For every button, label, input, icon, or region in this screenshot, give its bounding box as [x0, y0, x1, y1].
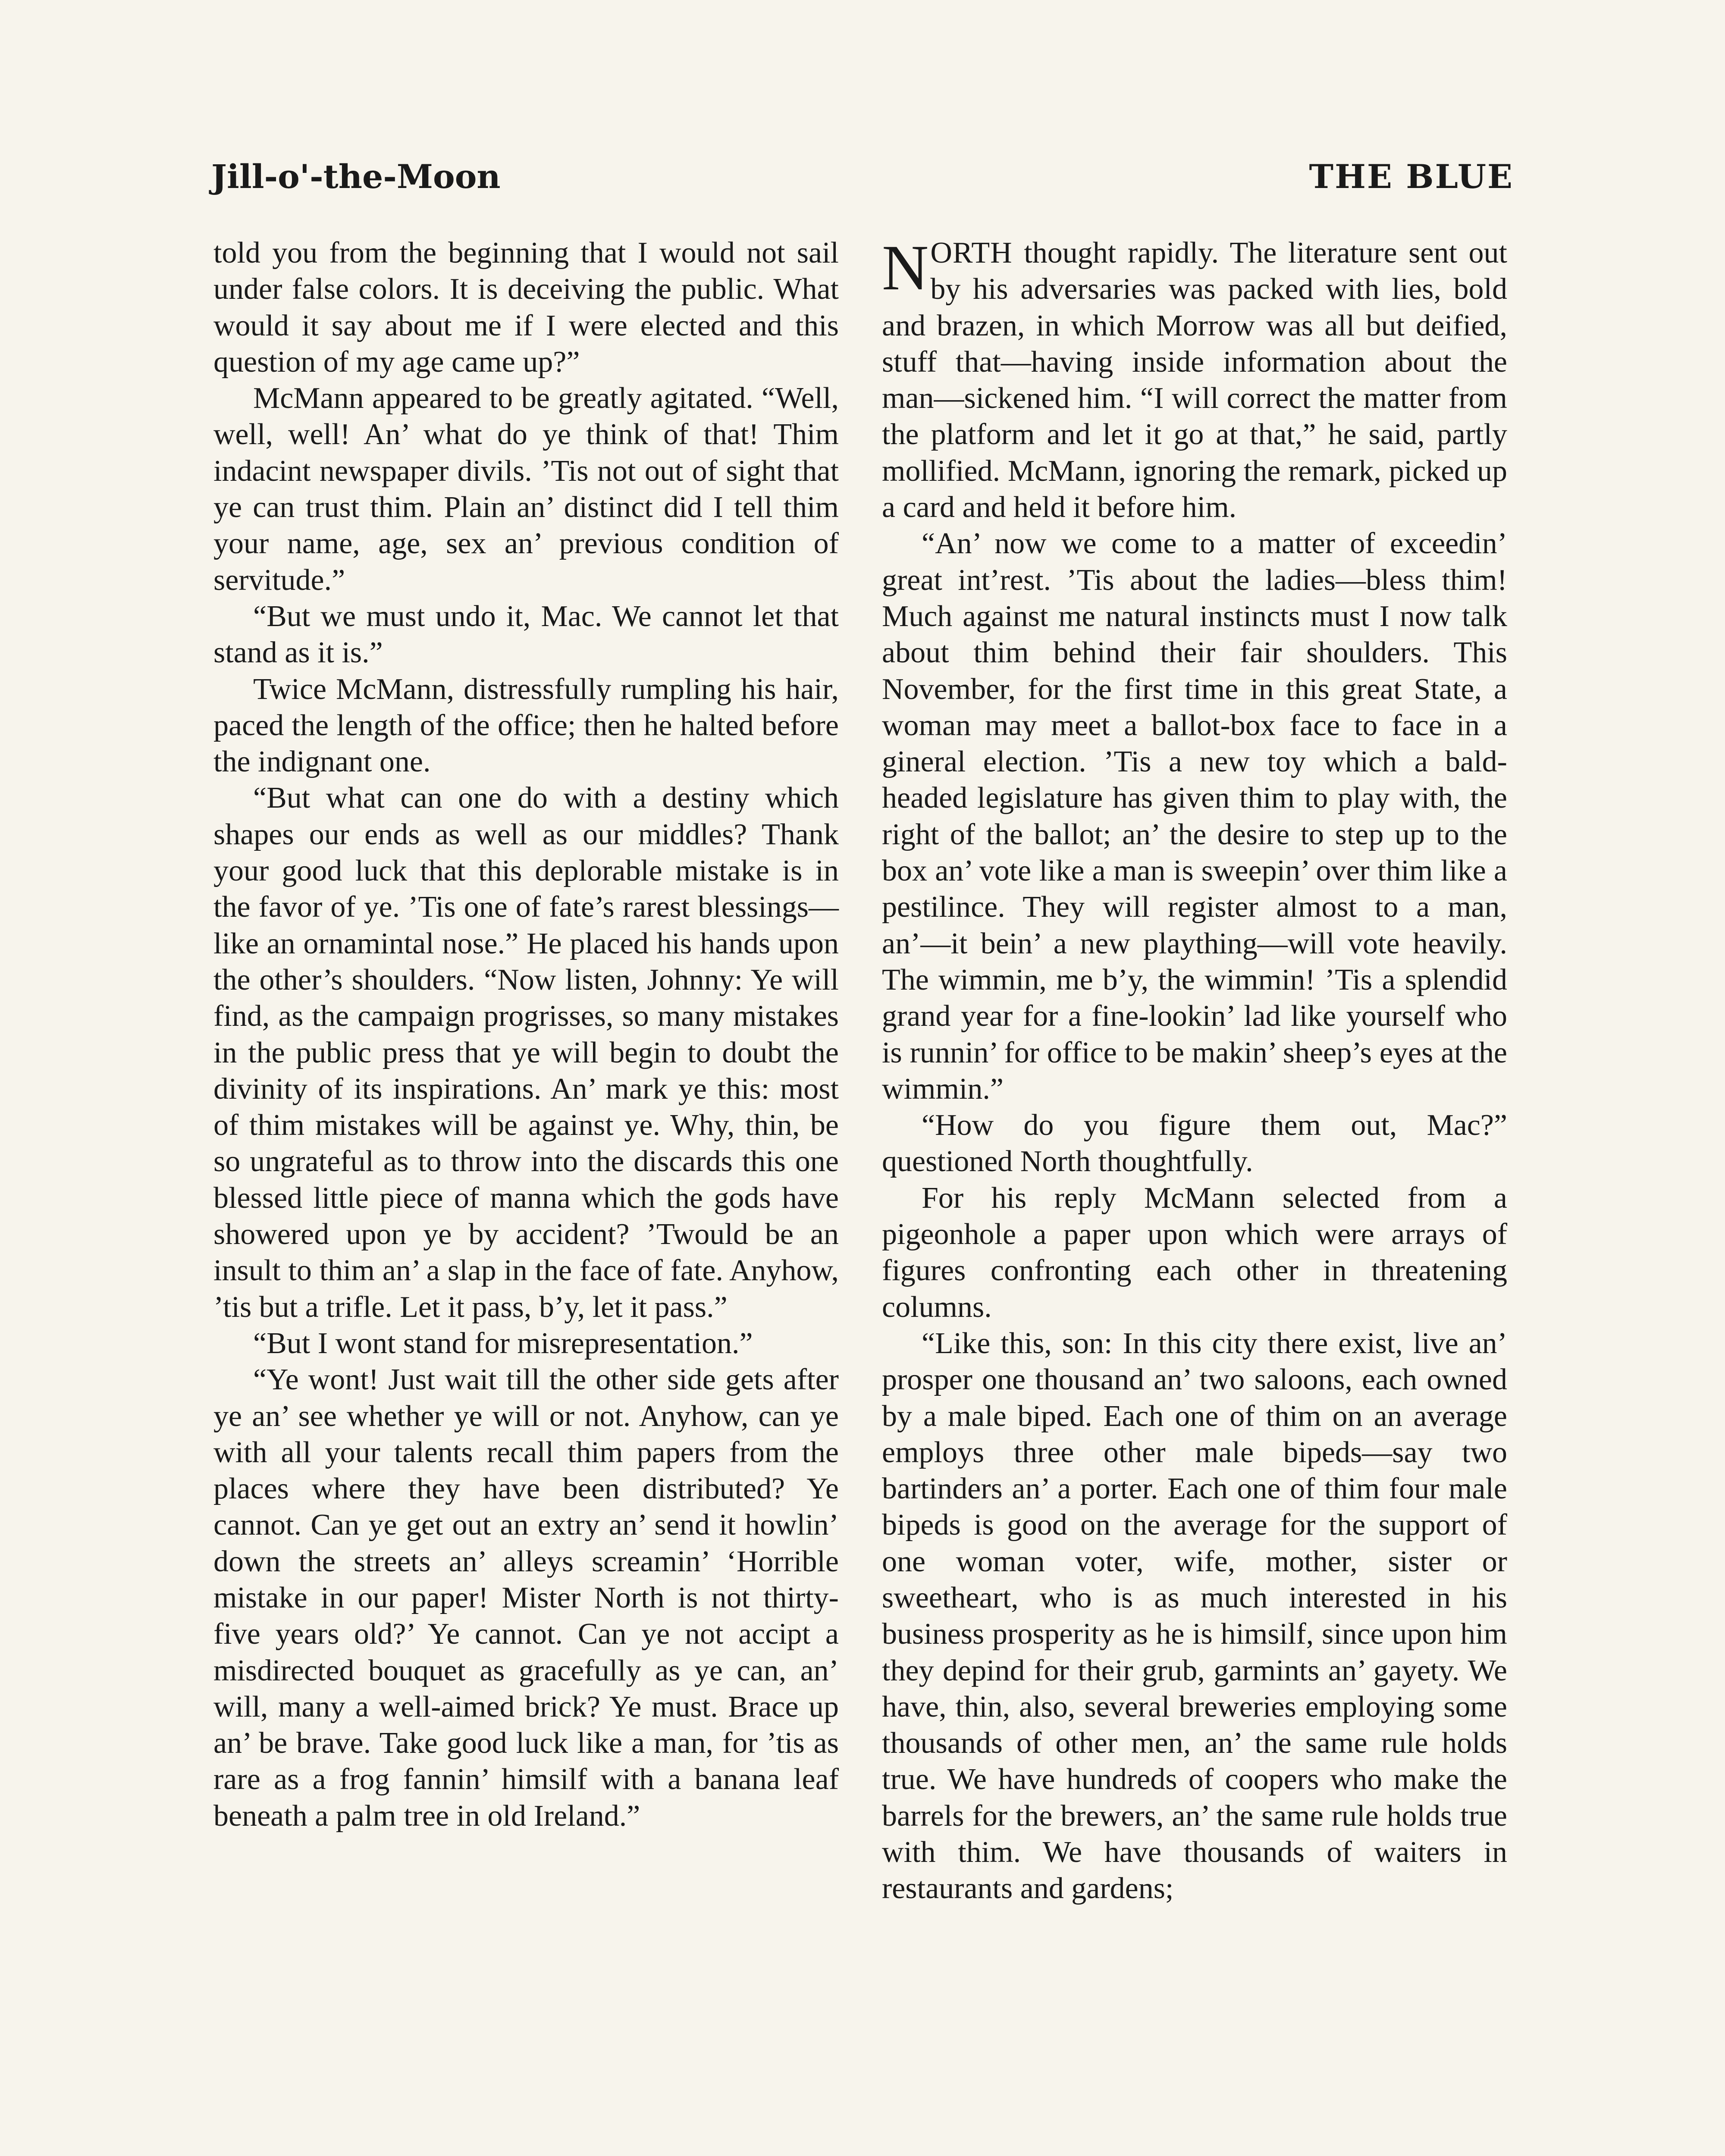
drop-cap: N: [882, 232, 929, 304]
paragraph: told you from the beginning that I would not sail under false colors. It is deceiving the public. What would it say about me if I were elected and this question of my age came up?”: [213, 236, 839, 379]
paragraph: “But what can one do with a destiny which shapes our ends as well as our middles? Thank your good luck that this deplorable mistake is in the favor of ye. ’Tis one of fate’s rarest blessings—like an ornamintal nose.” He placed his hands upon the other’s shoulders. “Now listen, Johnny: Ye will find, as the campaign progrisses, so many mistakes in the public press that ye will begin to doubt the divinity of its inspirations. An’ mark ye this: most of thim mistakes will be against ye. Why, thin, be so ungrateful as to throw into the discards this one blessed little piece of manna which the gods have showered upon ye by accident? ’Twould be an insult to thim an’ a slap in the face of fate. Anyhow, ’tis but a trifle. Let it pass, b’y, let it pass.”: [213, 781, 839, 1324]
paragraph: “Ye wont! Just wait till the other side gets after ye an’ see whether ye will or not. Anyhow, can ye with all your talents recall thim papers from the places where they have been distributed? Ye cannot. Can ye get out an extry an’ send it howlin’ down the streets an’ alleys screamin’ ‘Horrible mistake in our paper! Mister North is not thirty-five years old?’ Ye cannot. Can ye not accipt a misdirected bouquet as gracefully as ye can, an’ will, many a well-aimed brick? Ye must. Brace up an’ be brave. Take good luck like a man, for ’tis as rare as a frog fannin’ himsilf with a banana leaf beneath a palm tree in old Ireland.”: [213, 1363, 839, 1833]
paragraph: “Like this, son: In this city there exist, live an’ prosper one thousand an’ two saloons, each owned by a male biped. Each one of thim on an average employs three other male bipeds—say two bartinders an’ a porter. Each one of thim four male bipeds is good on the average for the support of one woman voter, wife, mother, sister or sweetheart, who is as much interested in his business prosperity as he is himsilf, since upon him they depind for their grub, garmints an’ gayety. We have, thin, also, several breweries employing some thousands of other men, an’ the same rule holds true. We have hundreds of coopers who make the barrels for the brewers, an’ the same rule holds true with thim. We have thousands of waiters in restaurants and gardens;: [882, 1326, 1507, 1905]
story-title: Jill-o'-the-Moon: [211, 157, 501, 196]
opening-paragraph: [882, 232, 1507, 526]
small-caps-lead: ORTH: [930, 236, 1013, 270]
paragraph: “An’ now we come to a matter of exceedin’ great int’rest. ’Tis about the ladies—bless thim! Much against me natural instincts must I now talk about thim behind their fair shoulders. This November, for the first time in this great State, a woman may meet a ballot-box face to face in a gineral election. ’Tis a new toy which a bald-headed legislature has given thim to play with, the right of the ballot; an’ the desire to step up to the box an’ vote like a man is sweepin’ over thim like a pestilince. They will register almost to a man, an’—it bein’ a new plaything—will vote heavily. The wimmin, me b’y, the wimmin! ’Tis a splendid grand year for a fine-lookin’ lad like yourself who is runnin’ for office to be makin’ sheep’s eyes at the wimmin.”: [882, 527, 1507, 1106]
paragraph: McMann appeared to be greatly agitated. “Well, well, well! An’ what do ye think of that! Thim indacint newspaper divils. ’Tis not out of sight that ye can trust thim. Plain an’ distinct did I tell thim your name, age, sex an’ previous condition of servitude.”: [213, 382, 839, 597]
paragraph: “But we must undo it, Mac. We cannot let that stand as it is.”: [213, 599, 839, 670]
magazine-title: THE BLUE: [1309, 157, 1514, 196]
paragraph: “But I wont stand for misrepresentation.”: [253, 1326, 753, 1360]
left-column: [213, 235, 839, 1834]
paragraph: For his reply McMann selected from a pigeonhole a paper upon which were arrays of figures confronting each other in threatening columns.: [882, 1181, 1507, 1324]
running-head: [211, 153, 1514, 201]
paragraph: Twice McMann, distressfully rumpling his hair, paced the length of the office; then he halted before the indignant one.: [213, 672, 839, 779]
opening-paragraph-text: thought rapidly. The literature sent out by his adversaries was packed with lies, bold and brazen, in which Morrow was all but deified, stuff that—having inside information about the man—sickened him. “I will correct the matter from the platform and let it go at that,” he said, partly mollified. McMann, ignoring the remark, picked up a card and held it before him.: [882, 236, 1507, 524]
paragraph: “How do you figure them out, Mac?” questioned North thoughtfully.: [882, 1109, 1507, 1178]
right-column: [882, 232, 1507, 1907]
